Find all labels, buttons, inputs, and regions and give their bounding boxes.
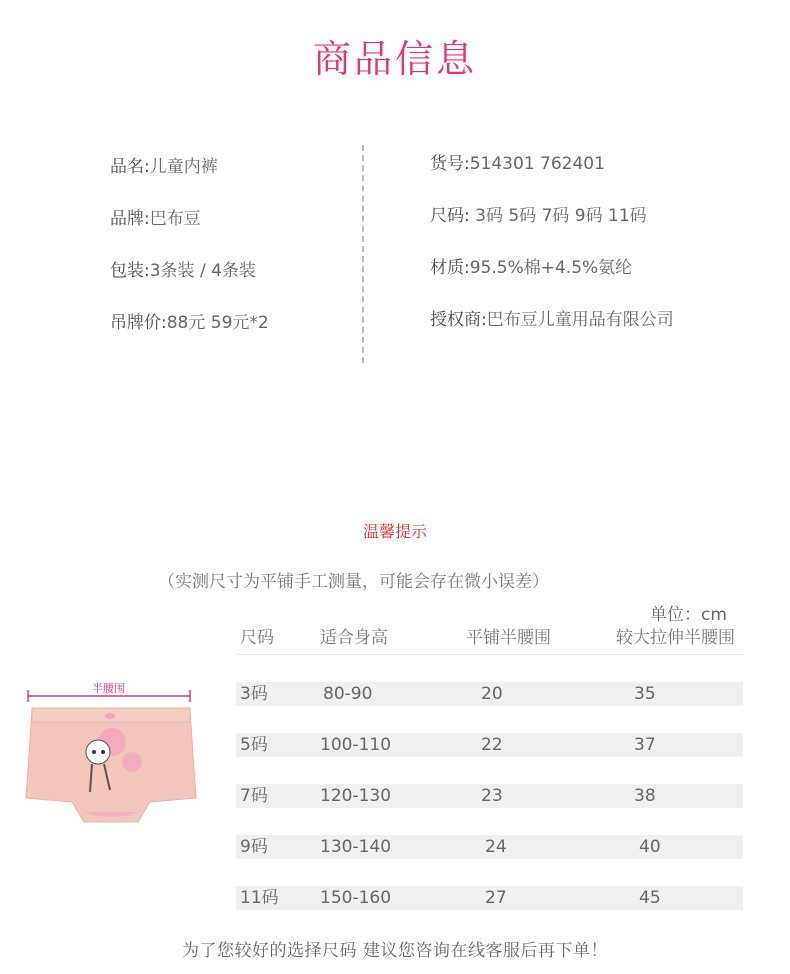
cell-stretch-waist: 38 [634,786,656,806]
size-table-header [236,622,743,655]
table-row [236,757,743,808]
cell-size: 7码 [240,786,268,806]
product-info-left [110,154,269,362]
info-row-material: 材质:95.5%棉+4.5%氨纶 [430,258,633,278]
product-image [20,670,210,834]
cell-stretch-waist: 40 [639,837,661,857]
cell-flat-waist: 23 [481,786,503,806]
header-size: 尺码 [240,628,274,648]
info-row-sku: 货号:514301 762401 [430,154,605,174]
info-row-brand: 品牌:巴布豆 [110,209,201,229]
cell-height: 120-130 [320,786,392,806]
underwear-body [26,708,196,822]
cell-stretch-waist: 37 [634,735,656,755]
unit-label: 单位：cm [650,605,727,625]
header-flat-waist: 平铺半腰围 [466,628,551,648]
info-row-licensor: 授权商:巴布豆儿童用品有限公司 [430,310,674,330]
cell-height: 100-110 [320,735,392,755]
table-row [236,655,743,706]
cell-flat-waist: 20 [481,684,503,704]
cell-height: 150-160 [320,888,392,908]
cell-size: 3码 [240,684,268,704]
waist-label: 半腰围 [92,682,125,695]
cell-stretch-waist: 35 [634,684,656,704]
info-row-package: 包装:3条装 / 4条装 [110,261,256,281]
info-row-price: 吊牌价:88元 59元*2 [110,313,269,333]
product-info-right [430,151,674,359]
cell-stretch-waist: 45 [639,888,661,908]
measurement-note: （实测尺寸为平铺手工测量，可能会存在微小误差） [158,572,549,592]
tip-title: 温馨提示 [362,522,427,541]
cell-height: 80-90 [323,684,373,704]
cell-height: 130-140 [320,837,392,857]
header-height: 适合身高 [320,628,388,648]
info-divider [362,145,364,363]
cell-flat-waist: 22 [481,735,503,755]
cell-size: 5码 [240,735,268,755]
header-stretch-waist: 较大拉伸半腰围 [616,628,735,648]
table-row [236,859,743,910]
table-row [236,808,743,859]
cell-flat-waist: 24 [485,837,507,857]
footer-note: 为了您较好的选择尺码 建议您咨询在线客服后再下单！ [182,941,608,961]
cell-flat-waist: 27 [485,888,507,908]
table-row [236,706,743,757]
character-head [86,740,110,764]
info-row-sizes: 尺码: 3码 5码 7码 9码 11码 [430,206,647,226]
cell-size: 9码 [240,837,268,857]
size-table [236,622,743,910]
info-row-name: 品名:儿童内裤 [110,157,218,177]
page-title: 商品信息 [312,37,477,81]
cell-size: 11码 [240,888,279,908]
